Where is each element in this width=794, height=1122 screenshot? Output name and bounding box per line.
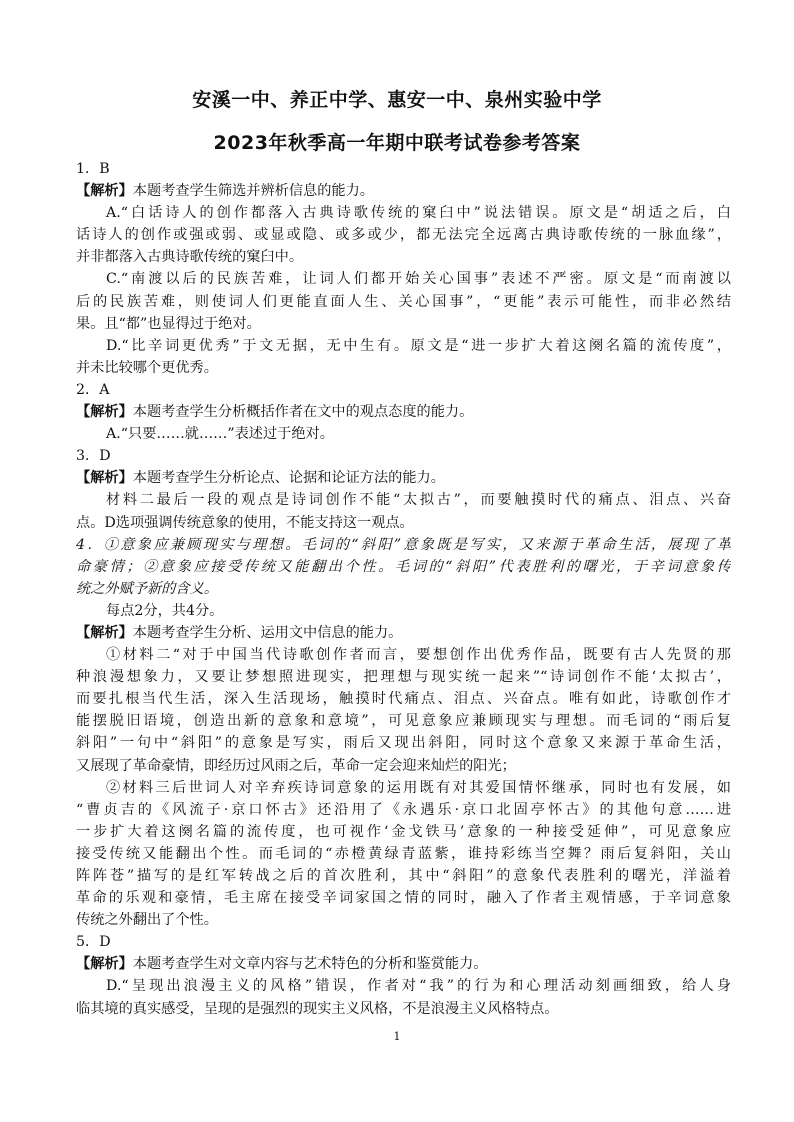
- option-explanation-line: C.“南渡以后的民族苦难，让词人们都开始关心国事”表述不严密。原文是“而南渡以: [106, 271, 731, 288]
- option-explanation-line: 后的民族苦难，则使词人们更能直面人生、关心国事”，“更能”表示可能性，而非必然结: [76, 293, 731, 310]
- analysis-paragraph-line: 传统之外翻出了个性。: [76, 912, 218, 929]
- answer-body: [76, 158, 731, 1020]
- analysis-label: 【解析】: [76, 470, 133, 487]
- option-explanation-line: 临其境的真实感受，呈现的是强烈的现实主义风格，不是浪漫主义风格特点。: [76, 1000, 559, 1017]
- option-explanation-line: A.“只要……就……”表述过于绝对。: [106, 426, 334, 443]
- analysis-line: 【解析】本题考查学生对文章内容与艺术特色的分析和鉴赏能力。: [76, 956, 488, 973]
- analysis-paragraph-line: 能摆脱旧语境，创造出新的意象和意境”，可见意象应兼顾现实与理想。而毛词的“雨后复: [76, 713, 731, 730]
- analysis-line: 【解析】本题考查学生分析、运用文中信息的能力。: [76, 624, 403, 641]
- analysis-paragraph-line: 革命的乐观和豪情，毛主席在接受辛词家国之情的同时，融入了作者主观情感，于辛词意象: [76, 890, 731, 907]
- analysis-paragraph-line: 而要扎根当代生活，深入生活现场，触摸时代痛点、泪点、兴奋点。唯有如此，诗歌创作才: [76, 691, 731, 708]
- analysis-paragraph-line: 阵阵苍”描写的是红军转战之后的首次胜利，其中“斜阳”的意象代表胜利的曙光，洋溢着: [76, 868, 731, 884]
- answer-text-line: 命豪情；②意象应接受传统又能翻出个性。毛词的“斜阳”代表胜利的曙光，于辛词意象传: [76, 558, 731, 575]
- analysis-paragraph-line: 一步扩大着这阕名篇的流传度，也可视作‘金戈铁马’意象的一种接受延伸”，可见意象应: [76, 823, 731, 840]
- option-explanation-line: 材料二最后一段的观点是诗词创作不能“太拟古”，而要触摸时代的痛点、泪点、兴奋: [106, 492, 731, 509]
- analysis-line: 【解析】本题考查学生分析论点、论据和论证方法的能力。: [76, 470, 445, 487]
- analysis-line: 【解析】本题考查学生筛选并辨析信息的能力。: [76, 183, 374, 200]
- analysis-paragraph-line: 接受传统又能翻出个性。而毛词的“赤橙黄绿青蓝紫，谁持彩练当空舞？雨后复斜阳，关山: [76, 845, 731, 862]
- answer-number-1: 1．B: [76, 161, 110, 177]
- scoring-note: 每点2分，共4分。: [106, 602, 224, 619]
- analysis-paragraph-line: ②材料三后世词人对辛弃疾诗词意象的运用既有对其爱国情怀继承，同时也有发展，如: [106, 779, 731, 796]
- answer-number-2: 2．A: [76, 381, 110, 398]
- exam-answer-title: 2023年秋季高一年期中联考试卷参考答案: [213, 132, 581, 154]
- option-explanation-line: A.“白话诗人的创作都落入古典诗歌传统的窠臼中”说法错误。原文是“胡适之后，白: [106, 205, 731, 222]
- page-number: 1: [393, 1030, 401, 1043]
- option-explanation-line: D.“呈现出浪漫主义的风格”错误，作者对“我”的行为和心理活动刻画细致，给人身: [106, 978, 731, 995]
- analysis-paragraph-line: ①材料二“对于中国当代诗歌创作者而言，要想创作出优秀作品，既要有古人先贤的那: [106, 647, 731, 664]
- answer-number-3: 3．D: [76, 448, 111, 465]
- option-explanation-line: 话诗人的创作或强或弱、或显或隐、或多或少，都无法完全远离古典诗歌传统的一脉血缘”，: [76, 227, 731, 244]
- option-explanation-line: 并未比较哪个更优秀。: [76, 359, 218, 376]
- analysis-paragraph-line: 斜阳”一句中“斜阳”的意象是写实，雨后又现出斜阳，同时这个意象又来源于革命生活，: [76, 735, 731, 752]
- analysis-paragraph-line: “曹贞吉的《风流子·京口怀古》还沿用了《永遇乐·京口北固亭怀古》的其他句意……进: [76, 801, 731, 818]
- option-explanation-line: 并非都落入古典诗歌传统的窠臼中。: [76, 249, 304, 266]
- school-names-title: 安溪一中、养正中学、惠安一中、泉州实验中学: [192, 89, 602, 111]
- answer-text-line: 统之外赋予新的含义。: [76, 580, 218, 597]
- analysis-label: 【解析】: [76, 956, 133, 973]
- option-explanation-line: 点。D选项强调传统意象的使用，不能支持这一观点。: [76, 514, 414, 531]
- answer-number-4: 4．①意象应兼顾现实与理想。毛词的“斜阳”意象既是写实，又来源于革命生活，展现了革: [76, 536, 731, 553]
- analysis-label: 【解析】: [76, 404, 133, 421]
- answer-number-5: 5．D: [76, 934, 111, 951]
- analysis-paragraph-line: 又展现了革命豪情，即经历过风雨之后，革命一定会迎来灿烂的阳光；: [76, 757, 516, 774]
- option-explanation-line: 果。且“都”也显得过于绝对。: [76, 315, 261, 332]
- option-explanation-line: D.“比辛词更优秀”于文无据，无中生有。原文是“进一步扩大着这阕名篇的流传度”，: [106, 337, 731, 354]
- analysis-label: 【解析】: [76, 183, 133, 200]
- analysis-label: 【解析】: [76, 624, 133, 641]
- analysis-line: 【解析】本题考查学生分析概括作者在文中的观点态度的能力。: [76, 404, 474, 421]
- analysis-paragraph-line: 种浪漫想象力，又要让梦想照进现实，把理想与现实统一起来”“诗词创作不能‘太拟古’，: [76, 669, 731, 686]
